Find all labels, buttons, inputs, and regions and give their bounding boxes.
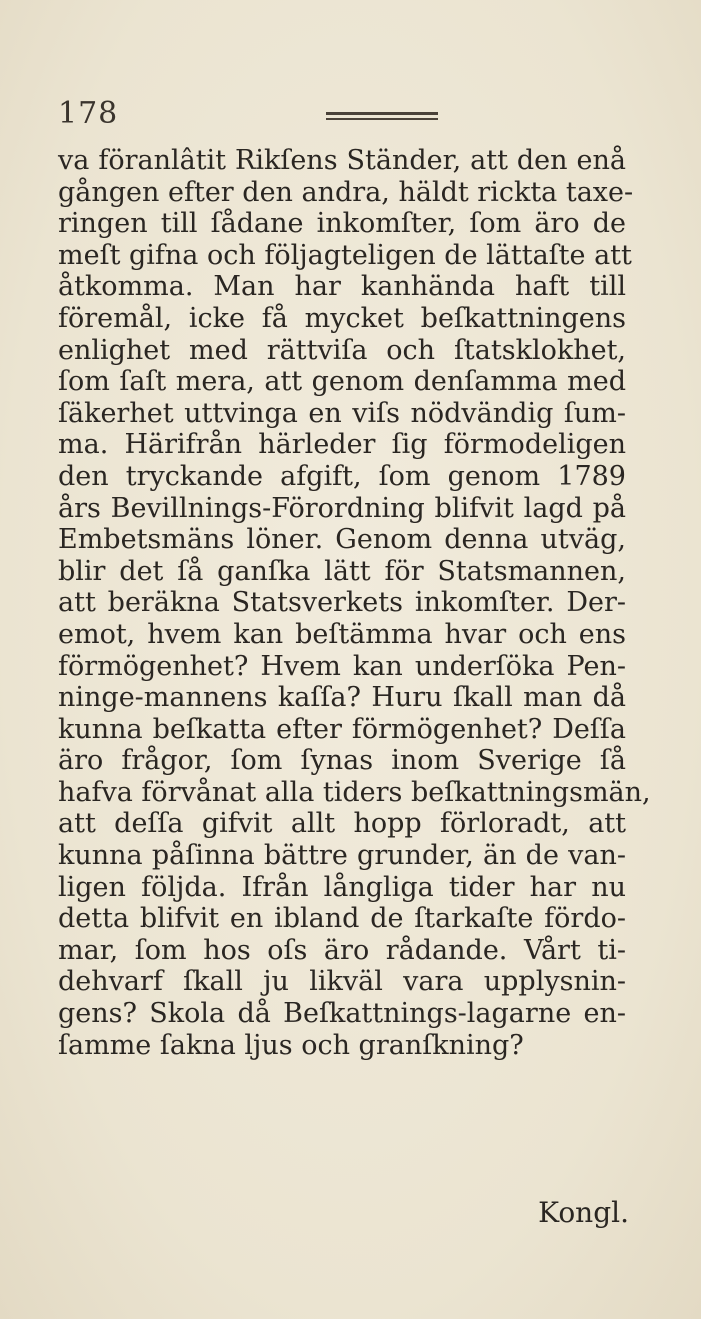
text-line: ma. Härifrån härleder ſig förmodeligen xyxy=(58,429,626,461)
text-line: gens? Skola då Beſkattnings-lagarne en- xyxy=(58,998,626,1030)
text-line: dehvarf ſkall ju likväl vara upplysnin- xyxy=(58,966,626,998)
text-body xyxy=(58,145,651,1061)
text-line: ſamme ſakna ljus och granſkning? xyxy=(58,1029,524,1061)
text-line: va föranlâtit Rikſens Ständer, att den enå xyxy=(58,145,626,176)
text-line: blir det ſå ganſka lätt för Statsmannen, xyxy=(58,555,626,587)
text-line: mar, ſom hos oſs äro rådande. Vårt ti- xyxy=(58,934,626,966)
page-header xyxy=(58,96,643,132)
text-line: den tryckande afgift, ſom genom 1789 xyxy=(58,460,626,492)
text-line: hafva förvånat alla tiders beſkattningsmän, xyxy=(58,776,651,808)
text-line: äro frågor, ſom ſynas inom Sverige ſå xyxy=(58,745,626,777)
catchword: Kongl. xyxy=(538,1196,629,1229)
text-line: emot, hvem kan beſtämma hvar och ens xyxy=(58,618,626,650)
text-line: att beräkna Statsverkets inkomſter. Der- xyxy=(58,587,626,619)
text-line: att deſſa gifvit allt hopp förloradt, att xyxy=(58,808,626,840)
text-line: enlighet med rättviſa och ſtatsklokhet, xyxy=(58,334,626,366)
text-line: ninge-mannens kaſſa? Huru ſkall man då xyxy=(58,682,626,714)
text-line: meſt gifna och följagteligen de lättaſte att xyxy=(58,239,632,271)
page-number: 178 xyxy=(58,96,119,131)
text-line: års Bevillnings-Förordning blifvit lagd på xyxy=(58,492,626,524)
text-line: kunna beſkatta efter förmögenhet? Deſſa xyxy=(58,713,626,745)
text-line: ligen följda. Ifrån långliga tider har nu xyxy=(58,871,626,903)
text-line: Embetsmäns löner. Genom denna utväg, xyxy=(58,524,626,556)
text-line: kunna påſinna bättre grunder, än de van- xyxy=(58,840,626,872)
text-line: gången efter den andra, häldt rickta taxe- xyxy=(58,176,634,208)
text-line: ſäkerhet uttvinga en viſs nödvändig ſum- xyxy=(58,397,626,429)
text-line: ringen till ſådane inkomſter, ſom äro de xyxy=(58,208,626,240)
header-rule xyxy=(326,112,438,120)
text-line: förmögenhet? Hvem kan underſöka Pen- xyxy=(58,650,626,682)
text-line: ſom ſaſt mera, att genom denſamma med xyxy=(58,366,626,398)
text-line: åtkomma. Man har kanhända haft till xyxy=(58,271,626,303)
text-line: detta blifvit en ibland de ſtarkaſte fördo- xyxy=(58,903,626,935)
text-line: föremål, icke få mycket beſkattningens xyxy=(58,302,626,334)
